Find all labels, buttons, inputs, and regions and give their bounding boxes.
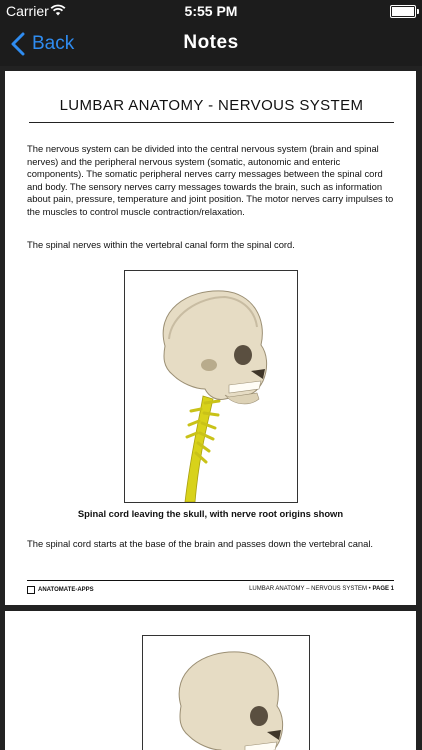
paragraph-spinal-cord: The spinal cord starts at the base of the brain and passes down the vertebral canal. [27, 538, 374, 549]
footer-page-number: PAGE 1 [372, 586, 394, 592]
skull-spinal-cord-figure [124, 270, 298, 503]
page-footer [27, 580, 394, 593]
footer-brand [27, 586, 94, 594]
paragraph-intro: The nervous system can be divided into the central nervous system (brain and spinal nerves) and the peripheral nervous system (somatic, autonomic and enteric components). The somatic peripheral nerves carry messages between the spinal cord and body. The sensory nerves carry messages towards the brain, such as information about pain, pressure, temperature and joint position. The motor nerves carry impulses to the muscles to control muscle contraction/relaxation. [27, 143, 394, 217]
note-page [5, 71, 416, 605]
back-button-label: Back [32, 33, 75, 54]
navigation-bar [0, 22, 422, 66]
page-title: Notes [183, 32, 239, 53]
skull-spinal-cord-figure-2 [142, 635, 310, 750]
notes-scroll-view[interactable] [0, 66, 422, 750]
footer-section-label: LUMBAR ANATOMY – NERVOUS SYSTEM • [249, 586, 373, 592]
carrier-label: Carrier [6, 3, 49, 19]
figure-caption: Spinal cord leaving the skull, with nerve root origins shown [77, 508, 344, 519]
footer-brand-label: ANATOMATE-APPS [38, 587, 94, 593]
note-title: LUMBAR ANATOMY - NERVOUS SYSTEM [29, 97, 394, 123]
footer-page-info [249, 586, 394, 592]
anatomate-logo-icon [27, 586, 35, 594]
battery-icon [390, 5, 416, 18]
paragraph-spinal-nerves: The spinal nerves within the vertebral canal form the spinal cord. [27, 239, 295, 250]
note-page-next [5, 611, 416, 750]
status-bar [0, 0, 422, 22]
status-time: 5:55 PM [184, 3, 238, 19]
